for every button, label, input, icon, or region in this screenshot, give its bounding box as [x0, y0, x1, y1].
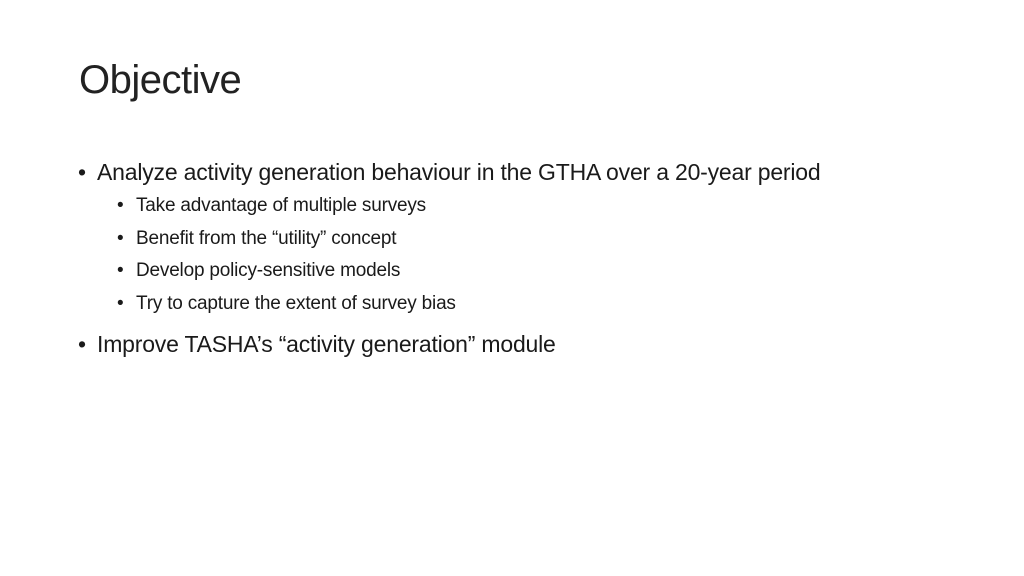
slide-title: Objective	[79, 58, 242, 102]
sub-bullet-item	[117, 223, 1008, 256]
sub-bullet-text: Take advantage of multiple surveys	[136, 195, 426, 216]
sub-bullet-text: Benefit from the “utility” concept	[136, 227, 397, 249]
sub-bullet-text: Try to capture the extent of survey bias	[136, 292, 456, 314]
sub-bullet-item	[117, 255, 1008, 288]
bullet-item	[78, 154, 1008, 190]
bullet-list	[78, 154, 1008, 362]
sub-bullet-group	[78, 190, 1008, 320]
bullet-text: Analyze activity generation behaviour in the GTHA over a 20-year period	[97, 159, 821, 185]
sub-bullet-item	[117, 288, 1008, 321]
bullet-item	[78, 326, 1008, 362]
sub-bullet-text: Develop policy-sensitive models	[136, 260, 401, 281]
bullet-text: Improve TASHA’s “activity generation” module	[97, 331, 556, 357]
sub-bullet-list	[78, 190, 1008, 320]
sub-bullet-item	[117, 190, 1008, 223]
